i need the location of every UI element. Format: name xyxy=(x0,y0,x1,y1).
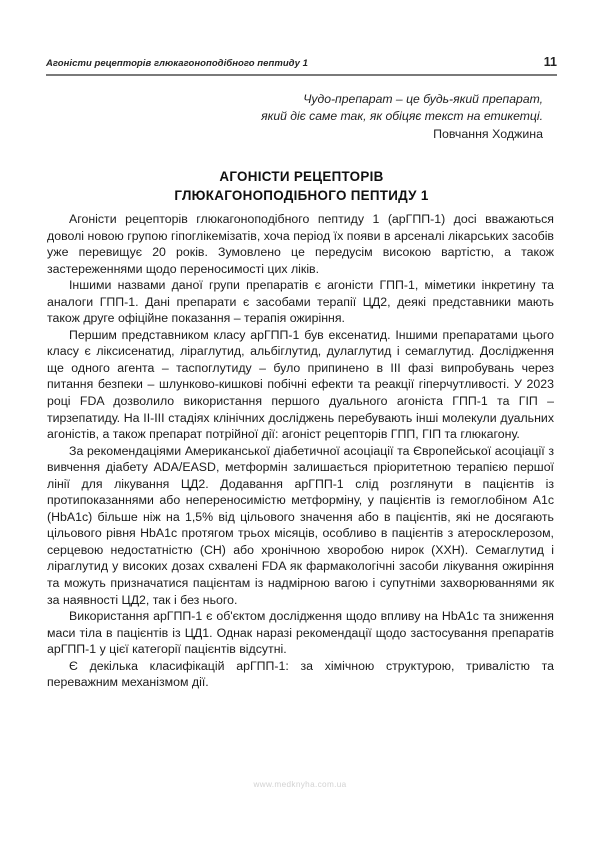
epigraph-quote xyxy=(213,91,543,124)
epigraph-line-2: який діє саме так, як обіцяє текст на етикетці. xyxy=(261,108,543,123)
header-divider-rule xyxy=(46,74,557,76)
page-title-line-2: ГЛЮКАГОНОПОДІБНОГО ПЕПТИДУ 1 xyxy=(174,187,429,203)
running-header xyxy=(46,55,557,69)
footer-watermark: www.medknyha.com.ua xyxy=(253,780,347,789)
page-title xyxy=(46,167,557,205)
paragraph: Іншими назвами даної групи препаратів є агоністи ГПП-1, міметики інкретину та аналоги ГПП-1. Дані препарати є засобами терапії ЦД2, деякі представники мають також друге офіційне показання – терапія ожиріння. xyxy=(47,278,554,326)
epigraph-line-1: Чудо-препарат – це будь-який препарат, xyxy=(303,92,543,106)
epigraph-attribution: Повчання Ходжина xyxy=(433,127,543,141)
paragraph: Використання арГПП-1 є об'єктом дослідження щодо впливу на HbA1c та зниження маси тіла в пацієнтів із ЦД1. Однак наразі рекомендації щодо застосування препаратів арГПП-1 у цієї категорії пацієнтів відсутні. xyxy=(47,609,554,657)
paragraph: Агоністи рецепторів глюкагоноподібного пептиду 1 (арГПП-1) досі вважаються доволі новою групою гіпоглікемізатів, хоча період їх появи в арсеналі лікарських засобів уже перевищує 20 років. Зумовлено це передусім високою вартістю, а також застереженнями щодо переносимості цих ліків. xyxy=(47,212,554,276)
page-title-line-1: АГОНІСТИ РЕЦЕПТОРІВ xyxy=(219,168,384,184)
page-number: 11 xyxy=(543,55,557,69)
paragraph: Є декілька класифікацій арГПП-1: за хімічною структурою, тривалістю та переважним механізмом дії. xyxy=(47,658,554,690)
body-content xyxy=(47,211,554,691)
paragraph: За рекомендаціями Американської діабетичної асоціації та Європейської асоціації з вивчення діабету ADA/EASD, метформін залишається пріоритетною терапією першої лінії для лікування ЦД2. Додавання арГПП-1 слід розглянути в пацієнтів із протипоказаннями або непереносимістю метформіну, у пацієнтів із гемоглобіном А1с (HbA1c) більше ніж на 1,5% від цільового значення або в пацієнтів, які не досягають цільового рівня HbA1c протягом трьох місяців, особливо в пацієнтів з атеросклерозом, серцевою недостатністю (СН) або хронічною хворобою нирок (ХХН). Семаглутид і ліраглутид у високих дозах схвалені FDA як фармакологічні засоби лікування ожиріння та можуть призначатися пацієнтам із надмірною вагою і супутніми захворюваннями як за наявності ЦД2, так і без нього. xyxy=(47,443,554,607)
paragraph: Першим представником класу арГПП-1 був ексенатид. Іншими препаратами цього класу є ліксисенатид, ліраглутид, альбіглутид, дулаглутид і семаглутид. Дослідження ще одного агента – таспоглутиду – було припинено в ІІІ фазі випробувань через питання безпеки – шлунково-кишкові побічні ефекти та реакції гіперчутливості. У 2023 році FDA дозволило використання першого дуального агоніста ГПП-1 та ГІП – тирзепатиду. На ІІ-ІІІ стадіях клінічних досліджень перебувають інші молекули дуальних агоністів, а також препарат потрійної дії: агоніст рецепторів ГПП, ГІП та глюкагону. xyxy=(47,327,554,442)
running-header-title: Агоністи рецепторів глюкагоноподібного пептиду 1 xyxy=(46,58,308,69)
